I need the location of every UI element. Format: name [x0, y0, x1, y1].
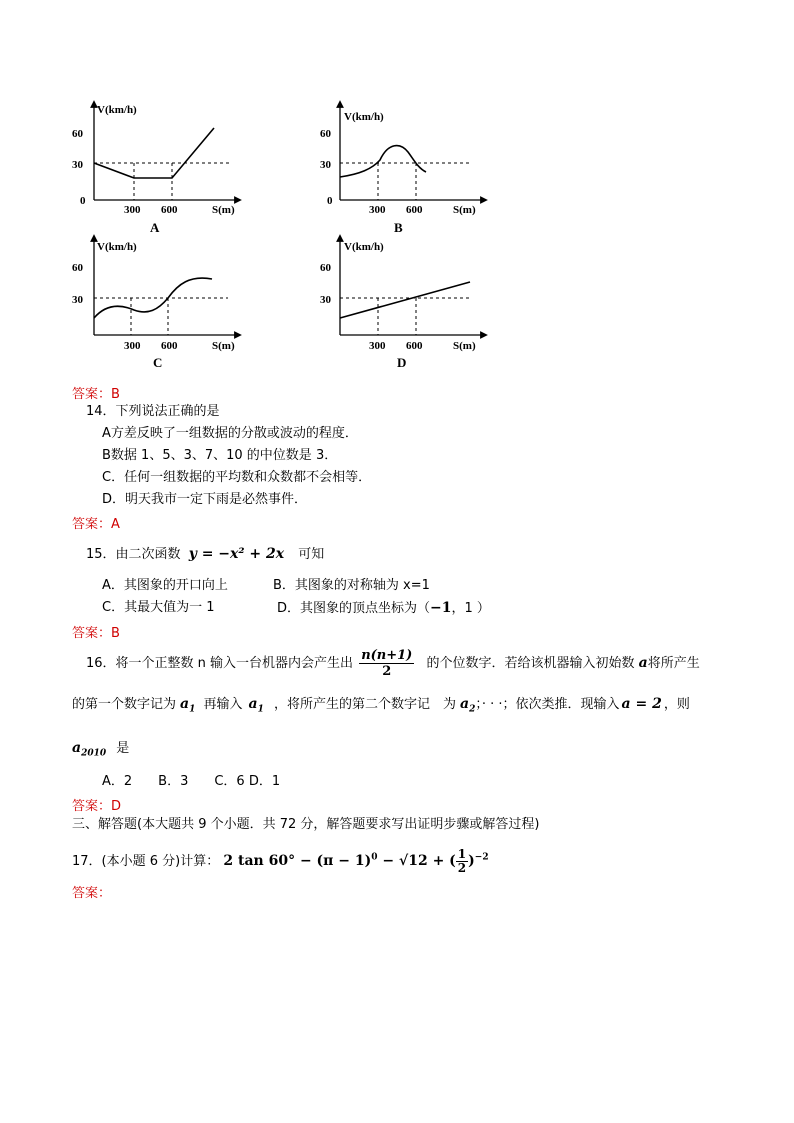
graph-a-xtick-600: 600 — [161, 204, 178, 216]
q15-option-b: B．其图象的对称轴为 x=1 — [273, 578, 430, 593]
graph-a-ylabel: V(km/h) — [97, 104, 137, 116]
q16-line2-part2: 再输入 — [203, 697, 243, 712]
graph-a-xtick-300: 300 — [124, 204, 141, 216]
graph-b-xtick-600: 600 — [406, 204, 423, 216]
q16-a2010-sub: 2010 — [81, 748, 107, 759]
q17-expr-part3: ) — [468, 853, 475, 869]
graph-d-xlabel: S(m) — [453, 340, 476, 352]
graph-c-label: C — [153, 355, 163, 370]
q15-option-d-suffix: ，1 ） — [451, 601, 490, 616]
q16-fraction-num: n(n+1) — [361, 648, 413, 663]
q16-line1 — [86, 648, 700, 679]
q15-stem — [86, 546, 324, 563]
q14-stem: 14．下列说法正确的是 — [86, 404, 220, 419]
q16-var-a: a — [638, 655, 648, 671]
q15-option-d — [277, 600, 490, 617]
q16-line2-part4: ；· · ·；依次类推．现输入 — [475, 697, 620, 712]
graph-d-ytick-60: 60 — [320, 262, 331, 274]
q16-line3-suffix: 是 — [116, 741, 130, 756]
q15-option-d-prefix: D．其图象的顶点坐标为（ — [277, 601, 431, 616]
q16-a2010: a — [72, 740, 82, 756]
graph-a-ytick-0: 0 — [80, 195, 86, 207]
q16-a-eq: a = 2 — [621, 696, 662, 712]
q17-fraction-num: 1 — [457, 847, 467, 861]
q17-stem — [72, 848, 489, 875]
q16-a1-again: a — [248, 696, 258, 712]
q16-line2 — [72, 696, 690, 718]
graph-a-ytick-60: 60 — [72, 128, 83, 140]
graph-a-xlabel: S(m) — [212, 204, 235, 216]
q16-line2-part1: 的第一个数字记为 — [72, 697, 177, 712]
graph-c-xtick-600: 600 — [161, 340, 178, 352]
section3-heading: 三、解答题(本大题共 9 个小题．共 72 分，解答题要求写出证明步骤或解答过程) — [72, 817, 540, 832]
q15-stem-prefix: 15．由二次函数 — [86, 547, 181, 562]
graph-c-ylabel: V(km/h) — [97, 241, 137, 253]
q17-answer: 答案： — [72, 886, 112, 901]
graph-panel-c — [72, 238, 238, 370]
q16-line1-suffix: 的个位数字．若给该机器输入初始数 — [426, 656, 635, 671]
q16-answer: 答案：D — [72, 799, 122, 814]
graph-d-xtick-600: 600 — [406, 340, 423, 352]
q16-line1-prefix: 16．将一个正整数 n 输入一台机器内会产生出 — [86, 656, 354, 671]
q17-expr-part1: 2 tan 60° − (π − 1) — [223, 853, 372, 869]
graph-b-ytick-60: 60 — [320, 128, 331, 140]
graphs-figure — [0, 0, 794, 380]
q16-a2: a — [460, 696, 470, 712]
q16-a1-sub: 1 — [189, 704, 196, 715]
graph-panel-a — [72, 104, 238, 235]
q17-expr-part2: − √12 + ( — [377, 853, 456, 869]
q14-answer: 答案：A — [72, 517, 120, 532]
q15-option-c: C．其最大值为一 1 — [102, 600, 215, 615]
graph-c-xtick-300: 300 — [124, 340, 141, 352]
q14-option-b: B数据 1、5、3、7、10 的中位数是 3． — [102, 448, 338, 463]
graph-c-xlabel: S(m) — [212, 340, 235, 352]
q16-line3 — [72, 740, 129, 762]
graph-b-ytick-0: 0 — [327, 195, 333, 207]
graph-panel-d — [320, 238, 484, 370]
graph-c-ytick-60: 60 — [72, 262, 83, 274]
graph-b-ylabel: V(km/h) — [344, 111, 384, 123]
q16-options: A．2 B．3 C．6 D．1 — [102, 774, 281, 789]
graph-b-xtick-300: 300 — [369, 204, 386, 216]
graph-b-xlabel: S(m) — [453, 204, 476, 216]
q17-exp-neg2: −2 — [474, 852, 489, 863]
graph-d-ylabel: V(km/h) — [344, 241, 384, 253]
q15-option-d-value: −1 — [430, 600, 452, 616]
q17-fraction-den: 2 — [457, 861, 467, 875]
q16-line2-part5: ，则 — [663, 697, 690, 712]
q17-stem-text: 17．(本小题 6 分)计算： — [72, 854, 220, 869]
q14-option-d: D．明天我市一定下雨是必然事件． — [102, 492, 308, 507]
graph-b-ytick-30: 30 — [320, 159, 331, 171]
q14-option-c: C．任何一组数据的平均数和众数都不会相等． — [102, 470, 372, 485]
graph-b-label: B — [394, 220, 403, 235]
q16-fraction — [359, 648, 414, 679]
q17-fraction — [456, 848, 468, 875]
q16-fraction-den: 2 — [382, 664, 392, 679]
q17-exp0: 0 — [371, 852, 378, 863]
q14-option-a: A方差反映了一组数据的分散或波动的程度． — [102, 426, 358, 441]
q16-a1-again-sub: 1 — [257, 704, 264, 715]
q13-answer: 答案：B — [72, 387, 120, 402]
q16-line1-end: 将所产生 — [647, 656, 700, 671]
q15-stem-suffix: 可知 — [298, 547, 325, 562]
q15-formula: y = −x² + 2x — [188, 546, 285, 562]
q16-a1: a — [180, 696, 190, 712]
graph-d-label: D — [397, 355, 407, 370]
graph-d-xtick-300: 300 — [369, 340, 386, 352]
q16-line2-part3: ，将所产生的第二个数字记 为 — [274, 697, 457, 712]
graph-a-ytick-30: 30 — [72, 159, 83, 171]
graph-c-ytick-30: 30 — [72, 294, 83, 306]
graph-a-label: A — [150, 220, 160, 235]
q15-answer: 答案：B — [72, 626, 120, 641]
q15-option-a: A．其图象的开口向上 — [102, 578, 228, 593]
q16-a2-sub: 2 — [469, 704, 476, 715]
graph-d-ytick-30: 30 — [320, 294, 331, 306]
graph-panel-b — [320, 104, 484, 235]
